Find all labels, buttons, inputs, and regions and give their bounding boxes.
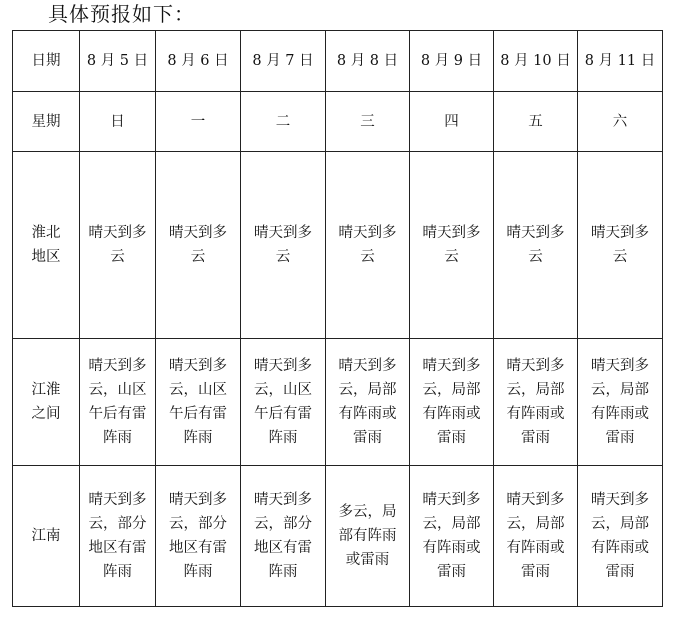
date-cell: 8 月 10 日 <box>494 31 578 92</box>
forecast-cell <box>156 152 241 339</box>
date-cell: 8 月 11 日 <box>578 31 663 92</box>
forecast-cell <box>80 466 156 607</box>
forecast-text: 晴天到多云，山区午后有雷阵雨 <box>254 358 312 446</box>
forecast-cell <box>410 339 494 466</box>
region-row-jianghuai <box>13 339 663 466</box>
forecast-cell <box>410 466 494 607</box>
date-cell: 8 月 9 日 <box>410 31 494 92</box>
region-label-cell <box>13 466 80 607</box>
region-row-huaibei <box>13 152 663 339</box>
date-label-cell: 日期 <box>13 31 80 92</box>
forecast-cell <box>494 466 578 607</box>
region-row-jiangnan <box>13 466 663 607</box>
forecast-text: 晴天到多云，局部有阵雨或雷雨 <box>422 358 481 446</box>
forecast-table <box>12 30 663 607</box>
forecast-text: 晴天到多云，部分地区有雷阵雨 <box>169 492 227 580</box>
weekday-label-cell: 星期 <box>13 92 80 152</box>
forecast-cell <box>494 152 578 339</box>
forecast-cell <box>241 466 326 607</box>
forecast-text: 晴天到多云，局部有阵雨或雷雨 <box>591 492 649 580</box>
forecast-cell <box>241 339 326 466</box>
date-cell: 8 月 6 日 <box>156 31 241 92</box>
forecast-text: 晴天到多云，局部有阵雨或雷雨 <box>591 358 649 446</box>
weekday-cell: 日 <box>80 92 156 152</box>
forecast-text: 晴天到多云，山区午后有雷阵雨 <box>88 358 147 446</box>
forecast-cell <box>326 152 410 339</box>
forecast-text: 晴天到多云 <box>254 225 312 265</box>
forecast-text: 晴天到多云 <box>422 225 481 265</box>
date-cell: 8 月 8 日 <box>326 31 410 92</box>
region-label-cell <box>13 339 80 466</box>
forecast-text: 晴天到多云，部分地区有雷阵雨 <box>254 492 312 580</box>
region-name: 淮北地区 <box>31 225 61 265</box>
region-label-cell <box>13 152 80 339</box>
weekday-cell: 四 <box>410 92 494 152</box>
region-name: 江淮之间 <box>31 382 61 422</box>
weekday-cell: 二 <box>241 92 326 152</box>
forecast-cell <box>494 339 578 466</box>
forecast-cell <box>578 466 663 607</box>
weekday-cell: 一 <box>156 92 241 152</box>
forecast-cell <box>156 339 241 466</box>
forecast-text: 晴天到多云，局部有阵雨或雷雨 <box>338 358 397 446</box>
forecast-text: 晴天到多云 <box>88 225 147 265</box>
weekday-row <box>13 92 663 152</box>
forecast-cell <box>326 466 410 607</box>
forecast-cell <box>578 152 663 339</box>
forecast-text: 多云，局部有阵雨或雷雨 <box>338 504 397 568</box>
forecast-text: 晴天到多云，局部有阵雨或雷雨 <box>506 358 565 446</box>
date-row <box>13 31 663 92</box>
forecast-text: 晴天到多云 <box>169 225 227 265</box>
forecast-text: 晴天到多云，局部有阵雨或雷雨 <box>422 492 481 580</box>
forecast-text: 晴天到多云，局部有阵雨或雷雨 <box>506 492 565 580</box>
forecast-cell <box>410 152 494 339</box>
date-cell: 8 月 5 日 <box>80 31 156 92</box>
weekday-cell: 六 <box>578 92 663 152</box>
forecast-text: 晴天到多云 <box>506 225 565 265</box>
forecast-cell <box>241 152 326 339</box>
date-cell: 8 月 7 日 <box>241 31 326 92</box>
forecast-cell <box>326 339 410 466</box>
forecast-cell <box>80 152 156 339</box>
forecast-text: 晴天到多云，部分地区有雷阵雨 <box>88 492 147 580</box>
forecast-cell <box>156 466 241 607</box>
forecast-cell <box>80 339 156 466</box>
page-heading: 具体预报如下： <box>48 2 195 26</box>
weekday-cell: 三 <box>326 92 410 152</box>
region-name: 江南 <box>31 528 61 544</box>
forecast-text: 晴天到多云 <box>338 225 397 265</box>
forecast-cell <box>578 339 663 466</box>
forecast-text: 晴天到多云 <box>591 225 649 265</box>
forecast-text: 晴天到多云，山区午后有雷阵雨 <box>169 358 227 446</box>
weekday-cell: 五 <box>494 92 578 152</box>
